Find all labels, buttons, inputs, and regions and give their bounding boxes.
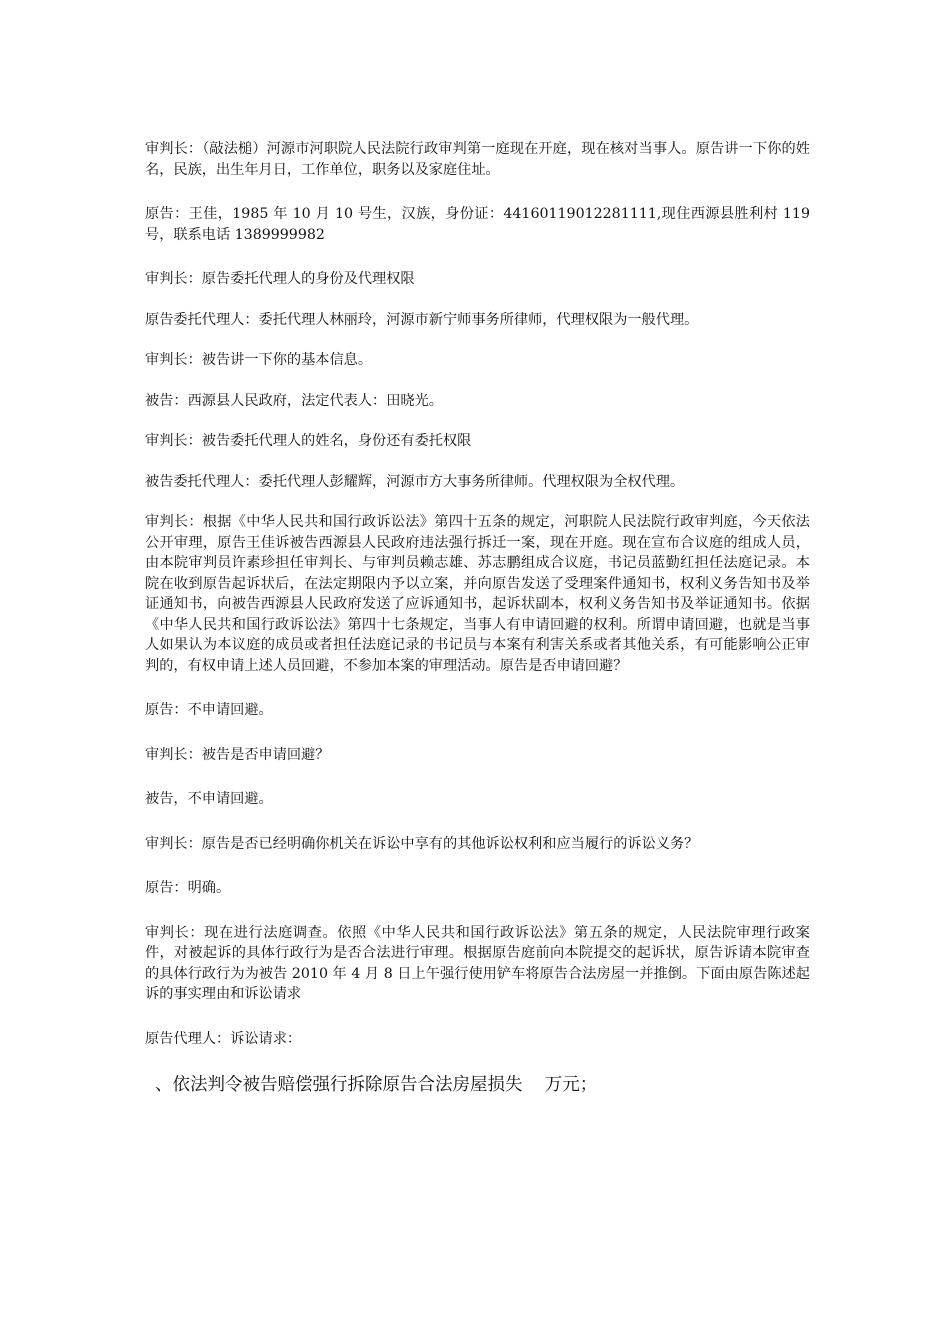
paragraph-judge-ask-plaintiff-agent: 审判长：原告委托代理人的身份及代理权限 xyxy=(145,271,415,287)
paragraph-defendant-no-recusal: 被告，不申请回避。 xyxy=(145,791,273,807)
paragraph-judge-court-investigation: 审判长：现在进行法庭调查。依照《中华人民共和国行政诉讼法》第五条的规定，人民法院审理行政案件，对被起诉的具体行政行为是否合法进行审理。根据原告庭前向本院提交的起诉状，原告诉请本院审查的具体行政行为为被告 2010 年 4 月 8 日上午强行使用铲车将原告合法房屋一并推倒。下面由原告陈述起诉的事实理由和诉讼请求 xyxy=(145,924,810,1002)
paragraph-defendant-agent: 被告委托代理人：委托代理人彭耀辉，河源市方大事务所律师。代理权限为全权代理。 xyxy=(145,473,685,490)
paragraph-plaintiff-agent: 原告委托代理人：委托代理人林丽玲，河源市新宁师事务所律师，代理权限为一般代理。 xyxy=(145,311,699,328)
paragraph-plaintiff-no-recusal: 原告：不申请回避。 xyxy=(145,702,273,718)
paragraph-judge-court-announcement: 审判长：根据《中华人民共和国行政诉讼法》第四十五条的规定，河职院人民法院行政审判庭，今天依法公开审理，原告王佳诉被告西源县人民政府违法强行拆迁一案，现在开庭。现在宣布合议庭的组成人员，由本院审判员许素珍担任审判长、与审判员赖志雄、苏志鹏组成合议庭，书记员蓝勤红担任法庭记录。本院在收到原告起诉状后，在法定期限内予以立案，并向原告发送了受理案件通知书，权利义务告知书及举证通知书，向被告西源县人民政府发送了应诉通知书，起诉状副本，权利义务告知书及举证通知书。依据《中华人民共和国行政诉讼法》第四十七条规定，当事人有申请回避的权利。所谓申请回避，也就是当事人如果认为本议庭的成员或者担任法庭记录的书记员与本案有利害关系或者其他关系，有可能影响公正审判的，有权申请上述人员回避，不参加本案的审理活动。原告是否申请回避？ xyxy=(145,514,810,674)
paragraph-judge-ask-defendant-recusal: 审判长：被告是否申请回避？ xyxy=(145,746,330,763)
paragraph-judge-ask-defendant-agent: 审判长：被告委托代理人的姓名，身份还有委托权限 xyxy=(145,433,472,449)
paragraph-presiding-judge-opening: 审判长：（敲法槌）河源市河职院人民法院行政审判第一庭现在开庭，现在核对当事人。原告讲一下你的姓名，民族，出生年月日，工作单位，职务以及家庭住址。 xyxy=(145,141,810,178)
claim-item-compensation: 、依法判令被告赔偿强行拆除原告合法房屋损失 万元； xyxy=(155,1075,598,1095)
paragraph-judge-ask-defendant: 审判长：被告讲一下你的基本信息。 xyxy=(145,352,373,368)
paragraph-judge-rights-question: 审判长：原告是否已经明确你机关在诉讼中享有的其他诉讼权利和应当履行的诉讼义务？ xyxy=(145,835,699,852)
document-page xyxy=(145,139,810,1097)
paragraph-plaintiff-agent-claims: 原告代理人：诉讼请求： xyxy=(145,1030,302,1047)
paragraph-plaintiff-confirm: 原告：明确。 xyxy=(145,880,231,896)
paragraph-defendant-identity: 被告：西源县人民政府，法定代表人：田晓光。 xyxy=(145,392,443,409)
paragraph-plaintiff-identity: 原告：王佳，1985 年 10 月 10 号生，汉族，身份证：44160119012281111,现住西源县胜利村 119 号，联系电话 1389999982 xyxy=(145,206,810,243)
